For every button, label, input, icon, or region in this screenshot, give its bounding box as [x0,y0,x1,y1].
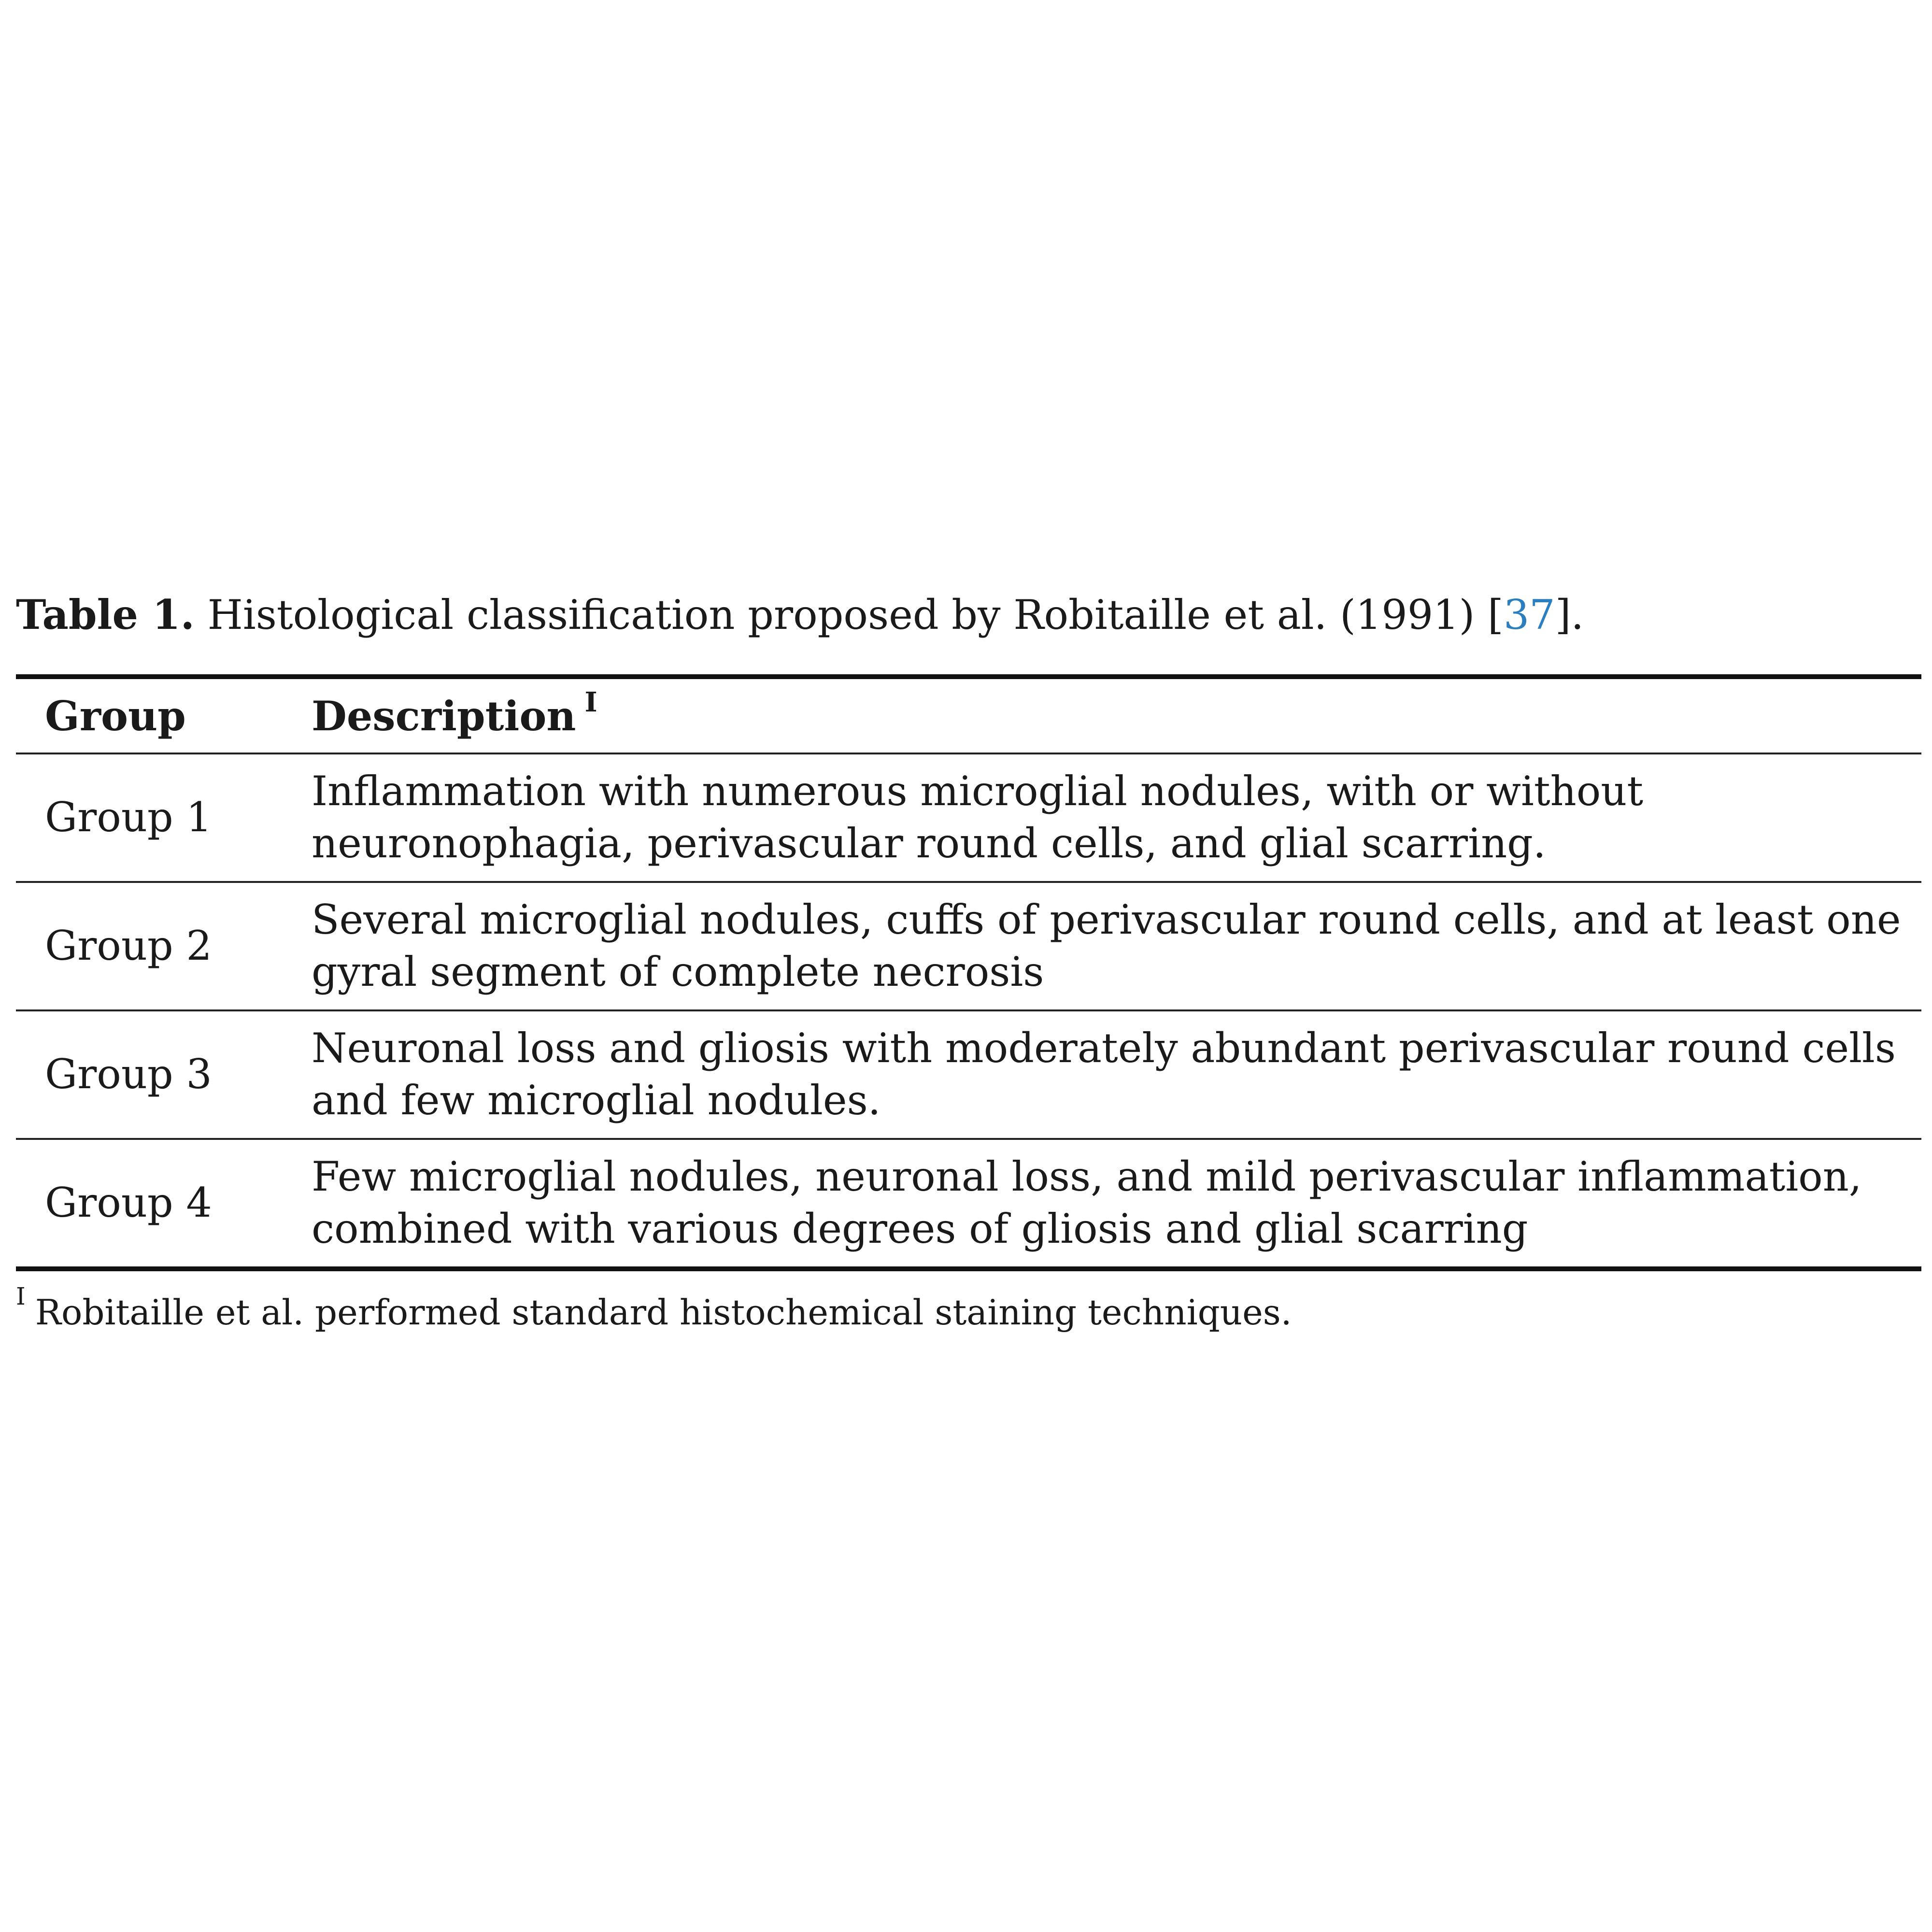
caption-close: ]. [1555,591,1584,639]
caption-label: Table 1. [16,591,195,639]
group-cell: Group 3 [45,1051,212,1098]
table-caption [16,588,1900,641]
table-footnote [16,1281,1900,1335]
header-description [312,677,1921,753]
caption-text: Histological classification proposed by Robitaille et al. (1991) [ [207,591,1504,639]
header-group [16,677,312,753]
description-cell: Neuronal loss and gliosis with moderately abundant perivascular round cells and few microglial nodules. [312,1024,1896,1124]
table-header-row [16,677,1921,753]
table-row [16,882,1921,1010]
table-row [16,1139,1921,1269]
header-group-label: Group [45,692,186,740]
description-cell: Inflammation with numerous microglial nodules, with or without neuronophagia, perivascular round cells, and glial scarring. [312,767,1644,867]
footnote-text: Robitaille et al. performed standard histochemical staining techniques. [35,1292,1292,1333]
group-cell: Group 2 [45,922,212,969]
citation-link[interactable]: 37 [1503,591,1555,639]
footnote-marker-label: I [16,1282,26,1310]
group-cell: Group 1 [45,794,212,841]
footnote-marker: I [584,686,597,718]
header-description-label: Description [312,692,576,740]
table-row [16,753,1921,882]
classification-table-container [16,674,1921,1271]
description-cell: Several microglial nodules, cuffs of perivascular round cells, and at least one gyral segment of complete necrosis [312,896,1901,995]
table-row [16,1010,1921,1139]
classification-table [16,674,1921,1271]
group-cell: Group 4 [45,1179,212,1226]
description-cell: Few microglial nodules, neuronal loss, and mild perivascular inflammation, combined with various degrees of gliosis and glial scarring [312,1153,1862,1252]
